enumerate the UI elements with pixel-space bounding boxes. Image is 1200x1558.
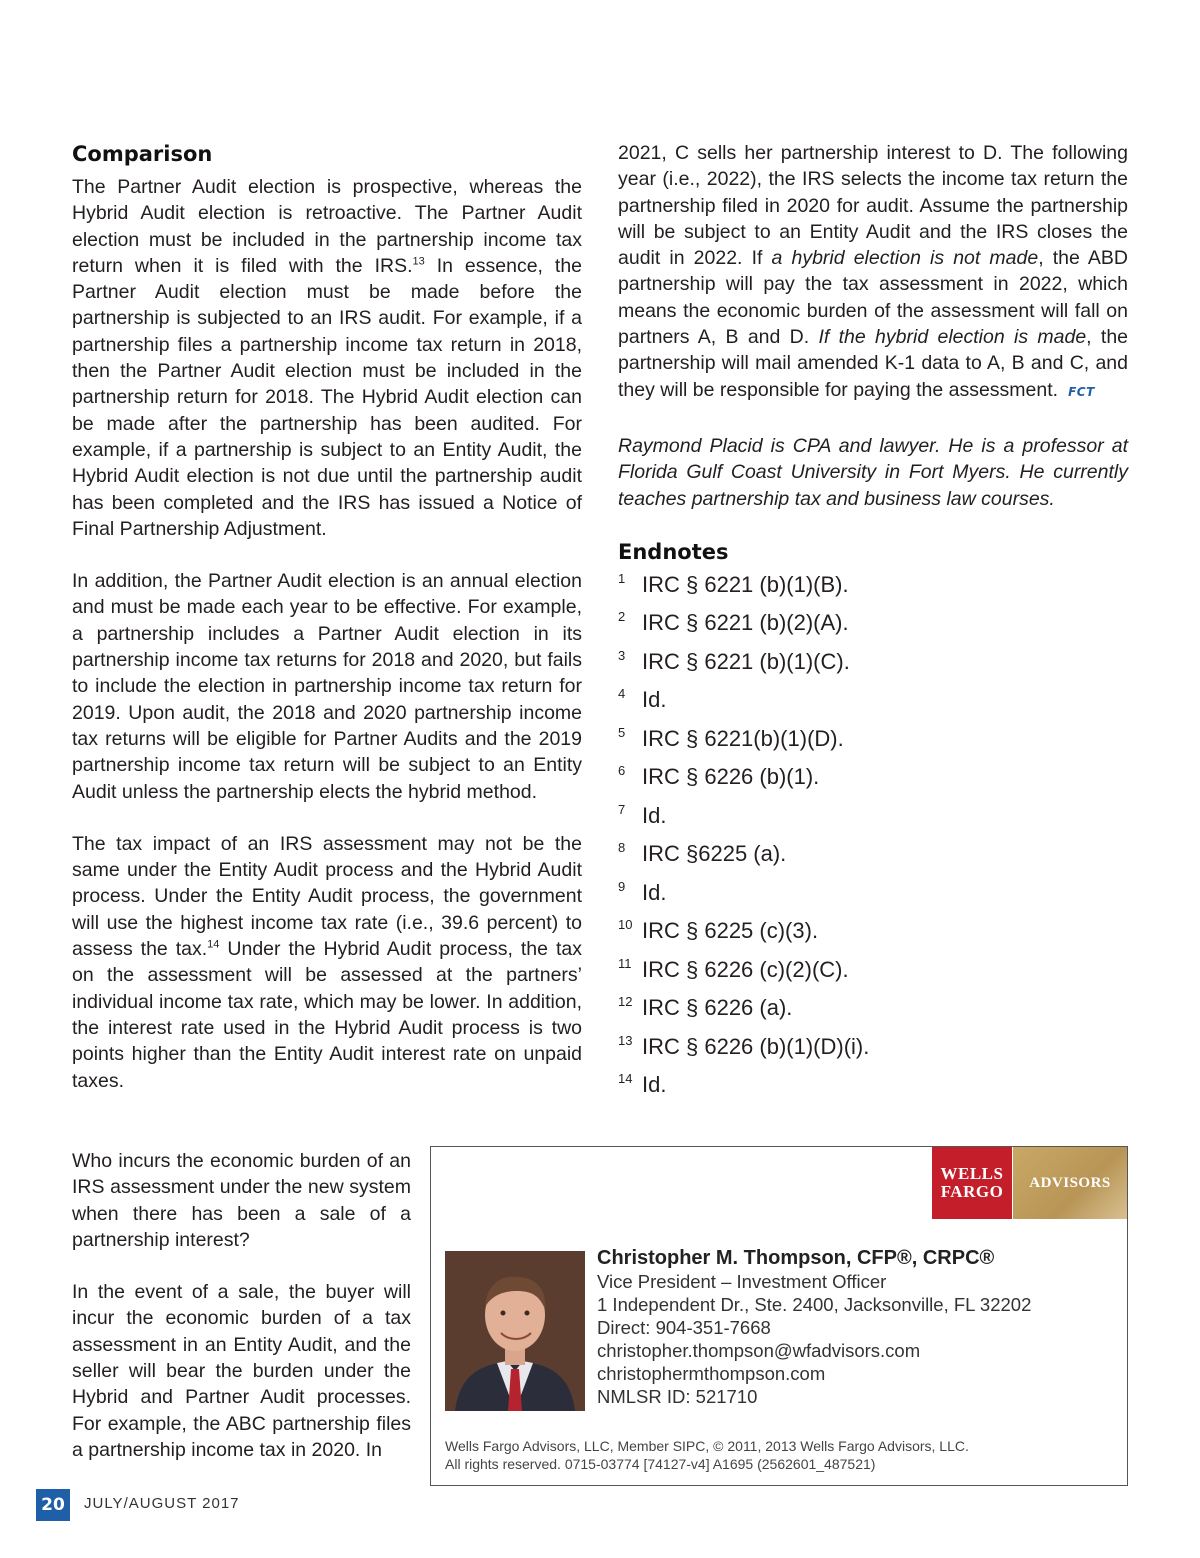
paragraph-prospective: The Partner Audit election is prospective, whereas the Hybrid Audit election is retroactive. The Partner Audit election must be included in the partnership income tax return when it is filed with the IRS.$^{13}$ In essence, the Partner Audit election must be made before the partnership is subjected to an IRS audit. For example, if a partnership files a partnership income tax return in 2018, then the Partner Audit election must be included in the partnership return for 2018. The Hybrid Audit election can be made after the partnership has been audited. For example, if a partnership is subject to an Entity Audit, the Hybrid Audit election is not due until the partnership audit has been completed and the IRS has issued a Notice of Final Partnership Adjustment. xyxy=(72,176,583,540)
advisor-name: Christopher M. Thompson, CFP®, CRPC® xyxy=(597,1247,995,1269)
advisor-title: Vice President – Investment Officer xyxy=(597,1271,887,1292)
footnote-ref-14: 14 xyxy=(207,938,220,951)
paragraph-annual-election: In addition, the Partner Audit election is an annual election and must be made each year to be effective. For example, a partnership includes a Partner Audit election in its partnership income tax returns for 2018 and 2020, but fails to include the election in partnership income tax return for 2019. Upon audit, the 2018 and 2020 partnership income tax returns will be eligible for Partner Audits and the 2019 partnership income tax return will be subject to an Entity Audit unless the partnership elects the hybrid method. xyxy=(72,570,582,803)
comparison-heading: Comparison xyxy=(72,142,213,166)
advisor-nmlsr: NMLSR ID: 521710 xyxy=(597,1386,758,1407)
ad-disclaimer: Wells Fargo Advisors, LLC, Member SIPC, © 2011, 2013 Wells Fargo Advisors, LLC. All rights reserved. 0715-03774 [74127-v4] A1695 (2562601_487521) xyxy=(445,1438,969,1472)
footnote-ref-13: 13 xyxy=(412,255,425,268)
advisor-portrait-icon xyxy=(445,1251,585,1411)
endnotes-list xyxy=(618,566,1128,1105)
endnote-item: 4 Id. xyxy=(618,686,667,713)
endnotes-section xyxy=(618,538,1128,1105)
advisor-email: christopher.thompson@wfadvisors.com xyxy=(597,1340,921,1361)
end-mark: FCT xyxy=(1068,384,1095,399)
left-column xyxy=(72,140,582,1120)
paragraph-sale: In the event of a sale, the buyer will incur the economic burden of a tax assessment in an Entity Audit, and the seller will bear the burden under the Hybrid and Partner Audit processes. For example, the ABC partnership files a partnership income tax in 2020. In xyxy=(72,1281,411,1461)
advisor-photo xyxy=(445,1251,585,1411)
advisor-contact xyxy=(597,1247,1031,1408)
endnote-item: 7 Id. xyxy=(618,801,667,828)
author-bio: Raymond Placid is CPA and lawyer. He is a professor at Florida Gulf Coast University in Fort Myers. He currently teaches partnership tax and business law courses. xyxy=(618,434,1128,510)
endnote-item: 8 IRC §6225 (a). xyxy=(618,840,787,867)
wells-fargo-ad xyxy=(430,1146,1128,1486)
paragraph-example-continued: 2021, C sells her partnership interest to D. The following year (i.e., 2022), the IRS selects the income tax return the partnership filed in 2020 for audit. Assume the partnership will be subject to an Entity Audit and the IRS closes the audit in 2022. If a hybrid election is not made, the ABD partnership will pay the tax assessment in 2022, which means the economic burden of the assessment will fall on partners A, B and D. If the hybrid election is made, the partnership will mail amended K-1 data to A, B and C, and they will be responsible for paying the assessment. FCT xyxy=(618,142,1129,401)
issue-date: JULY/AUGUST 2017 xyxy=(84,1495,240,1512)
advisor-website: christophermthompson.com xyxy=(597,1363,826,1384)
paragraph-tax-impact: The tax impact of an IRS assessment may not be the same under the Entity Audit process and the Hybrid Audit process. Under the Entity Audit process, the government will use the highest income tax rate (i.e., 39.6 percent) to assess the tax.$^{14}$ Under the Hybrid Audit process, the tax on the assessment will be assessed at the partners’ individual income tax rate, which may be lower. In addition, the interest rate used in the Hybrid Audit process is two points higher than the Entity Audit interest rate on unpaid taxes. xyxy=(72,832,582,1092)
paragraph-question: Who incurs the economic burden of an IRS assessment under the new system when there has been a sale of a partnership interest? xyxy=(72,1150,411,1251)
endnote-item: 9 Id. xyxy=(618,878,667,905)
endnote-item: 2 IRC § 6221 (b)(2)(A). xyxy=(618,609,849,636)
endnotes-heading: Endnotes xyxy=(618,539,729,564)
advisors-logo: ADVISORS xyxy=(1013,1147,1127,1219)
page-number: 20 xyxy=(36,1489,70,1521)
endnote-item: 11 IRC § 6226 (c)(2)(C). xyxy=(618,955,849,982)
endnote-item: 13 IRC § 6226 (b)(1)(D)(i). xyxy=(618,1032,870,1059)
endnote-item: 1 IRC § 6221 (b)(1)(B). xyxy=(618,570,849,597)
wells-fargo-logo: WELLS FARGO xyxy=(932,1147,1012,1219)
endnote-item: 6 IRC § 6226 (b)(1). xyxy=(618,763,820,790)
endnote-item: 5 IRC § 6221(b)(1)(D). xyxy=(618,724,844,751)
endnote-item: 12 IRC § 6226 (a). xyxy=(618,994,793,1021)
narrow-column xyxy=(72,1148,411,1489)
endnote-item: 14 Id. xyxy=(618,1071,667,1098)
endnote-item: 3 IRC § 6221 (b)(1)(C). xyxy=(618,647,850,674)
advisor-phone: Direct: 904-351-7668 xyxy=(597,1317,771,1338)
advisor-address: 1 Independent Dr., Ste. 2400, Jacksonville, FL 32202 xyxy=(597,1294,1032,1315)
right-column xyxy=(618,140,1128,1105)
endnote-item: 10 IRC § 6225 (c)(3). xyxy=(618,917,819,944)
